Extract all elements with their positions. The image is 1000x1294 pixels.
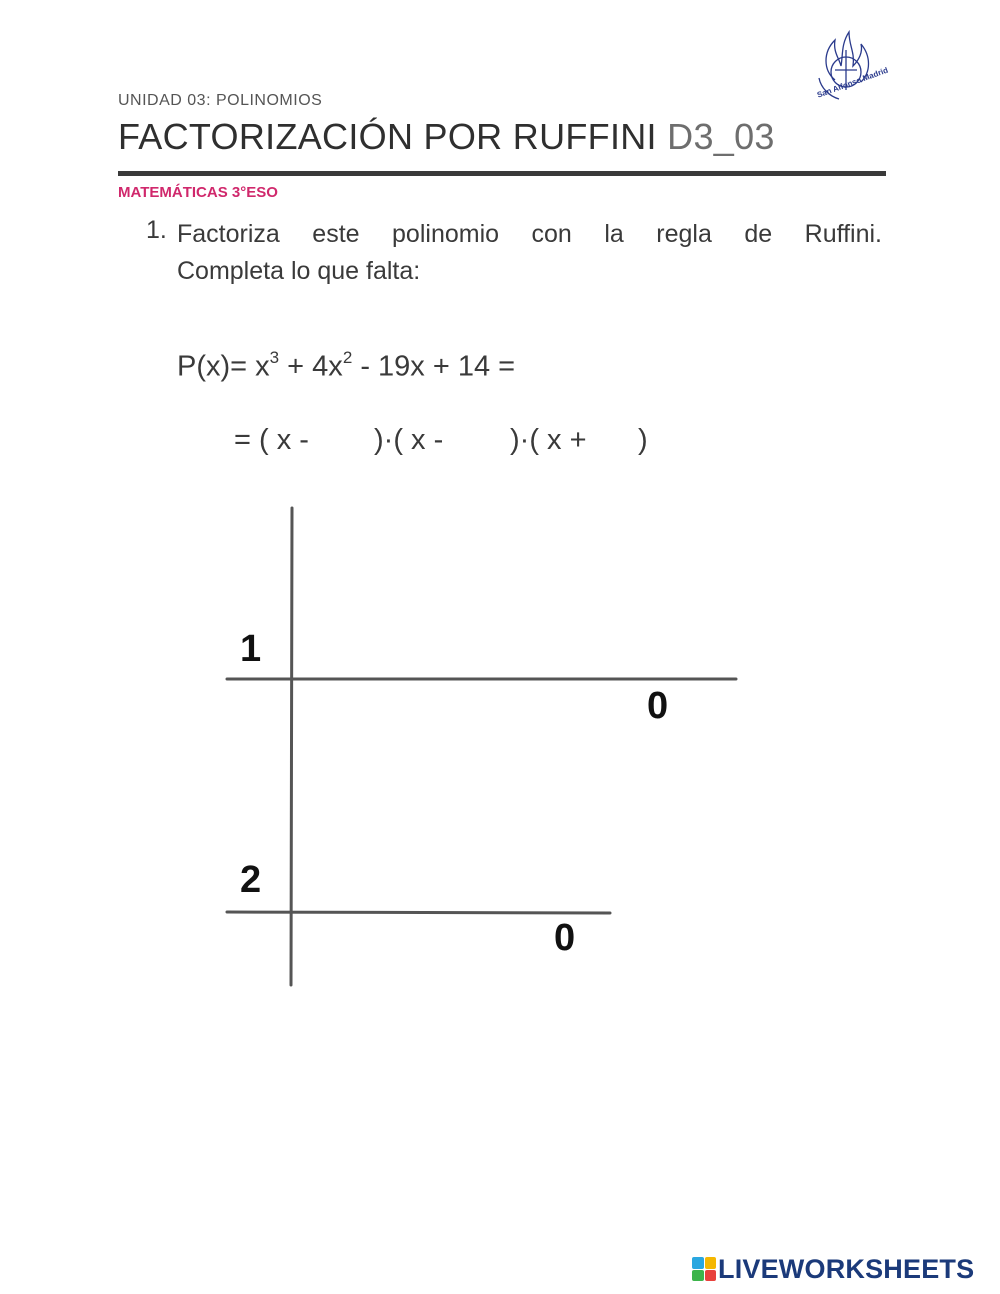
liveworksheets-icon <box>692 1257 716 1281</box>
subject-label: MATEMÁTICAS 3°ESO <box>118 184 278 201</box>
poly-suffix: - 19x + 14 = <box>352 350 516 383</box>
factor-open: = ( x - <box>234 424 309 456</box>
question-number: 1. <box>146 216 167 244</box>
ruffini-root-2: 2 <box>240 859 262 901</box>
ruffini-remainder-2: 0 <box>554 917 576 959</box>
ruffini-row2-line <box>227 912 610 913</box>
poly-mid: + 4x <box>279 350 343 383</box>
poly-prefix: P(x)= x <box>177 350 270 383</box>
liveworksheets-brand <box>692 1254 974 1284</box>
ruffini-remainder-1: 0 <box>647 685 669 727</box>
question-line-2: Completa lo que falta: <box>177 257 421 285</box>
title-main: FACTORIZACIÓN POR RUFFINI <box>118 116 657 157</box>
logo-text: San Alfonso Madrid <box>815 65 890 100</box>
unit-label: UNIDAD 03: POLINOMIOS <box>118 92 323 109</box>
title-code: D3_03 <box>667 116 775 157</box>
factor-close: ) <box>638 424 648 456</box>
poly-exponent-2: 2 <box>342 348 353 367</box>
question-line-1: Factoriza este polinomio con la regla de Ruffini. <box>177 220 882 248</box>
factor-part-2: )·( x + <box>510 424 587 456</box>
brand-name: LIVEWORKSHEETS <box>718 1253 975 1284</box>
ruffini-root-1: 1 <box>240 628 262 670</box>
poly-exponent-3: 3 <box>269 348 280 367</box>
factor-part-1: )·( x - <box>374 424 444 456</box>
